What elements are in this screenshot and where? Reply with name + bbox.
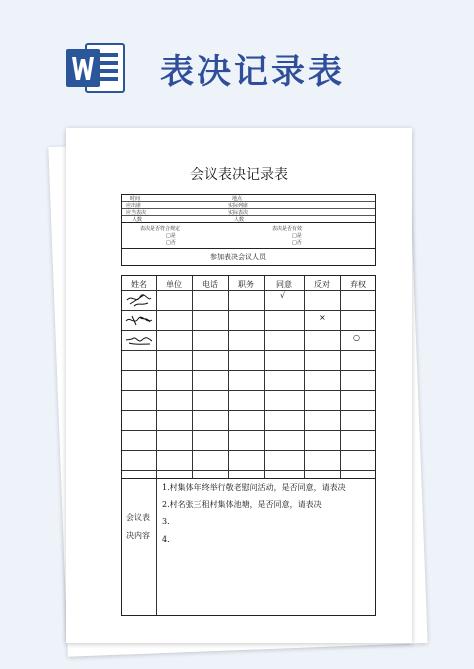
banner-title: 表决记录表 xyxy=(160,52,345,92)
content-item-3: 3. xyxy=(162,517,170,526)
vote-content-section xyxy=(121,479,376,616)
info-right-3: 人数 xyxy=(234,217,245,223)
vote-mark-1: √ xyxy=(280,291,286,300)
document-page xyxy=(66,128,412,643)
participants-table xyxy=(121,275,376,479)
banner xyxy=(0,0,474,120)
info-rows xyxy=(121,194,376,223)
info-left-2: 应当表决 xyxy=(126,210,147,216)
col-abstain: 弃权 xyxy=(350,280,366,289)
document-title: 会议表决记录表 xyxy=(190,167,288,183)
col-name: 姓名 xyxy=(131,280,147,289)
vote-mark-3: ○ xyxy=(353,333,360,342)
signature-3 xyxy=(124,332,154,348)
col-oppose: 反对 xyxy=(314,280,330,289)
info-right-0: 地点 xyxy=(232,196,243,202)
col-position: 职务 xyxy=(238,280,254,289)
signature-2 xyxy=(124,312,154,328)
quorum-row xyxy=(121,223,376,249)
quorum-left-title: 表决是否符合规定 xyxy=(140,226,181,232)
info-left-3: 人数 xyxy=(132,217,143,223)
quorum-left-yes[interactable]: □是 xyxy=(166,233,176,239)
vote-mark-2: × xyxy=(319,313,326,322)
col-phone: 电话 xyxy=(202,280,218,289)
info-right-2: 实际表决 xyxy=(228,210,249,216)
info-left-0: 时间 xyxy=(130,196,141,202)
info-section xyxy=(121,194,376,266)
quorum-right-yes[interactable]: □是 xyxy=(292,233,302,239)
quorum-left-no[interactable]: □否 xyxy=(166,240,176,246)
content-item-2: 2.村名张三租村集体池塘，是否同意，请表决 xyxy=(162,500,322,509)
content-item-4: 4. xyxy=(162,535,170,544)
word-icon xyxy=(66,40,126,96)
content-label: 会议表决内容 xyxy=(126,513,150,540)
signature-1 xyxy=(124,292,154,308)
col-unit: 单位 xyxy=(166,280,182,289)
quorum-right-title: 表决是否有效 xyxy=(272,226,303,232)
quorum-right-no[interactable]: □否 xyxy=(292,240,302,246)
col-agree: 同意 xyxy=(276,280,292,289)
info-right-1: 实际列席 xyxy=(228,203,249,209)
participants-title: 参加表决会议人员 xyxy=(210,253,266,261)
participants-title-row xyxy=(121,249,376,266)
content-item-1: 1.村集体年终举行敬老慰问活动，是否同意，请表决 xyxy=(162,483,346,492)
info-left-1: 应出席 xyxy=(126,203,142,209)
